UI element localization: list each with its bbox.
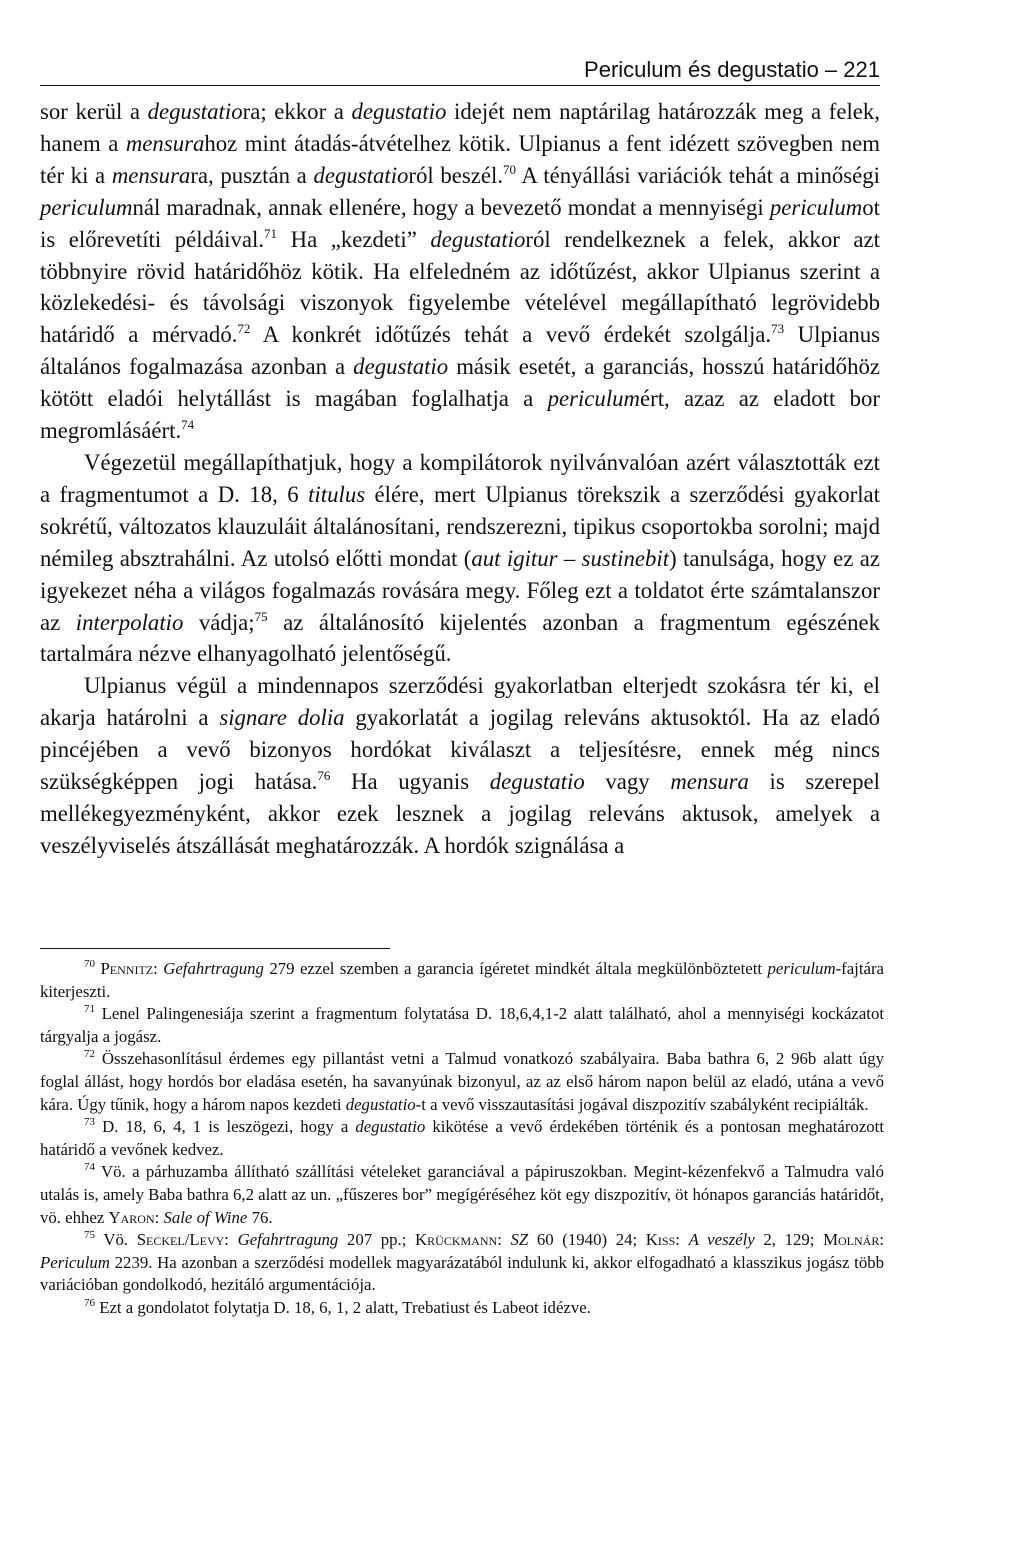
text-run: Ha „kezdeti” xyxy=(277,226,431,252)
text-run: D. 18, 6, 4, 1 is leszögezi, hogy a xyxy=(102,1117,356,1137)
italic-text: interpolatio xyxy=(75,609,184,635)
italic-text: mensura xyxy=(125,130,205,156)
footnote-number: 73 xyxy=(84,1116,95,1129)
running-header xyxy=(40,58,880,86)
italic-text: SZ xyxy=(510,1230,529,1250)
author-name: Kiss xyxy=(645,1230,676,1250)
running-title: Periculum és degustatio – 221 xyxy=(584,57,880,82)
text-run: Lenel Palingenesiája szerint a fragmentum folytatása D. 18,6,4,1-2 alatt található, ahol a mennyiségi kockázatot tárgyalja a jogász. xyxy=(40,1004,884,1046)
text-run: : xyxy=(153,959,164,978)
text-run: Összehasonlításul érdemes egy pillantást vetni a Talmud vonatkozó szabályaira. Baba bathra 6, 2 96b alatt úgy foglal állást, hogy hordós bor eladása esetén, ha savanyúnak bizonyul, az az első három napon belül az eladó, utána a vevő kára. Úgy tűnik, hogy a három napos kezdeti xyxy=(40,1049,884,1114)
text-run: 279 ezzel szemben a garancia ígéretet mindkét általa megkülönböztetett xyxy=(263,959,768,978)
text-run: ) tanulsága, hogy ez az igyekezet néha a világos fogalmazás rovására megy. Főleg ezt a toldatot érte számtalanszor az xyxy=(40,545,880,635)
footnote-number: 74 xyxy=(84,1161,95,1174)
footnote-number: 72 xyxy=(84,1048,95,1061)
footnote-ref: 71 xyxy=(264,225,278,241)
footnote-number: 75 xyxy=(84,1229,95,1242)
text-run: Vö. a párhuzamba állítható szállítási vételeket garanciával a pápiruszokban. Megint-kézenfekvő a Talmudra való utalás is, amely Baba bathra 6,2 alatt az un. „fűszeres bor” megígéréséhez köt egy diszpozitív, öt hónapos garanciás határidőt, vö. ehhez xyxy=(40,1162,884,1227)
text-run: : xyxy=(497,1230,511,1250)
footnote-number: 76 xyxy=(84,1296,95,1309)
italic-text: degustatio xyxy=(147,99,243,124)
italic-text: Gefahrtragung xyxy=(237,1230,339,1250)
text-run: : xyxy=(154,1207,164,1227)
text-run: ra, pusztán a xyxy=(190,162,314,188)
italic-text: A veszély xyxy=(688,1230,755,1250)
footnote xyxy=(40,1116,884,1161)
footnote-separator xyxy=(40,948,390,949)
text-run: -t a vevő visszautasítási jogával diszpozitív szabályként recipiálták. xyxy=(415,1094,869,1114)
italic-text: periculum xyxy=(767,959,836,978)
italic-text: degustatio xyxy=(353,354,449,380)
footnote xyxy=(40,1161,884,1229)
footnote-ref: 74 xyxy=(181,417,195,433)
text-run: -fajtára kiterjeszti. xyxy=(40,959,884,1001)
text-run: 76. xyxy=(247,1207,273,1227)
author-name: Pennitz xyxy=(100,959,154,978)
italic-text: Periculum xyxy=(40,1252,110,1272)
footnote-ref: 76 xyxy=(317,768,331,784)
text-run: vádja; xyxy=(183,609,255,635)
author-name: Seckel/Levy xyxy=(136,1230,225,1250)
author-name: Krückmann xyxy=(415,1230,498,1250)
text-run: ról beszél. xyxy=(408,162,504,188)
footnote-ref: 70 xyxy=(503,161,517,177)
author-name: Molnár xyxy=(823,1230,880,1250)
italic-text: Sale of Wine xyxy=(163,1207,248,1227)
text-run: Ha ugyanis xyxy=(330,769,490,795)
footnote xyxy=(40,1229,884,1297)
italic-text: periculum xyxy=(40,194,133,220)
text-run: 2, 129; xyxy=(754,1230,824,1250)
text-run: kikötése a vevő érdekében történik és a pontosan meghatározott határidő a vevőnek kedvez. xyxy=(40,1117,884,1159)
italic-text: degustatio xyxy=(345,1094,416,1114)
text-run: 60 (1940) 24; xyxy=(528,1230,646,1250)
text-run: ra; ekkor a xyxy=(242,99,352,124)
text-run: vagy xyxy=(584,769,671,795)
footnote xyxy=(40,1003,884,1048)
text-run: ért, azaz az eladott bor megromlásáért. xyxy=(40,386,880,444)
text-run: Ezt a gondolatot folytatja D. 18, 6, 1, 2 alatt, Trebatiust és Labeot idézve. xyxy=(99,1297,591,1317)
footnote xyxy=(40,1048,884,1116)
footnote xyxy=(40,1297,884,1320)
text-run: Ulpianus általános fogalmazása azonban a xyxy=(40,322,880,380)
text-run: hoz mint átadás-átvételhez kötik. Ulpianus a fent idézett szövegben nem tér ki a xyxy=(40,130,880,188)
text-run: gyakorlatát a jogilag releváns aktusoktól. Ha az eladó pincéjében a vevő bizonyos hordókat kiválaszt a teljesítésre, ennek még nincs szükségképpen jogi hatása. xyxy=(40,705,881,795)
text-run: ról rendelkeznek a felek, akkor azt többnyire rövid határidőhöz kötik. Ha elfeledném az időtűzést, akkor Ulpianus szerint a közlekedési- és távolsági viszonyok figyelembe vételével megállapítható legrövidebb határidő a mérvadó. xyxy=(40,226,880,348)
footnote-number: 71 xyxy=(84,1003,95,1016)
text-run: A konkrét időtűzés tehát a vevő érdekét szolgálja. xyxy=(250,322,772,348)
italic-text: degustatio xyxy=(313,162,409,188)
footnote-ref: 73 xyxy=(771,321,785,337)
text-run: : xyxy=(224,1230,238,1250)
author-name: Yaron xyxy=(108,1207,155,1227)
footnote-ref: 75 xyxy=(254,608,268,624)
main-text xyxy=(40,96,880,862)
text-run: 2239. Ha azonban a szerződési modellek magyarázatából indulunk ki, akkor elfogadható a klasszikus jogász több variációban gondolkodó, hezitáló argumentációja. xyxy=(40,1252,884,1295)
text-run: élére, mert Ulpianus törekszik a szerződési gyakorlat sokrétű, változatos klauzuláit általánosítani, rendszerezni, tipikus csoportokba sorolni; majd némileg absztrahálni. Az utolsó előtti mondat ( xyxy=(40,481,880,571)
text-run: másik esetét, a garanciás, hosszú határidőhöz kötött eladói helytállást is magában foglalhatja a xyxy=(40,354,880,412)
italic-text: mensura xyxy=(111,162,191,188)
italic-text: titulus xyxy=(308,481,366,507)
text-run: : xyxy=(879,1230,885,1250)
text-run: is szerepel mellékegyezményként, akkor ezek lesznek a jogilag releváns aktusok, amelyek a veszélyviselés átszállását meghatározzák. A hordók szignálása a xyxy=(40,769,881,858)
footnote-number: 70 xyxy=(84,958,95,970)
text-run: ot is előrevetíti példáival. xyxy=(40,194,880,252)
body-paragraph xyxy=(40,670,880,861)
footnote-ref: 72 xyxy=(237,321,251,337)
italic-text: aut igitur – sustinebit xyxy=(471,545,670,571)
italic-text: Gefahrtragung xyxy=(163,959,264,978)
italic-text: degustatio xyxy=(430,226,526,252)
italic-text: periculum xyxy=(547,386,641,412)
text-run: az általánosító kijelentés azonban a fragmentum egészének tartalmára nézve elhanyagolható jelentőségű. xyxy=(40,609,880,667)
text-run: 207 pp.; xyxy=(338,1230,416,1250)
text-run: : xyxy=(675,1230,689,1250)
text-run: Ulpianus végül a mindennapos szerződési gyakorlatban elterjedt szokásra tér ki, el akarja határolni a xyxy=(40,673,880,731)
footnotes xyxy=(40,958,884,1320)
text-run: A tényállási variációk tehát a minőségi xyxy=(516,162,880,188)
body-paragraph xyxy=(40,447,880,670)
text-run: idejét nem naptárilag határozzák meg a felek, hanem a xyxy=(40,99,880,156)
text-run: Vö. xyxy=(103,1230,137,1250)
italic-text: periculum xyxy=(769,194,863,220)
italic-text: degustatio xyxy=(355,1117,426,1137)
body-paragraph xyxy=(40,96,880,447)
text-run: sor kerül a xyxy=(40,99,148,124)
italic-text: degustatio xyxy=(489,769,585,795)
italic-text: mensura xyxy=(670,769,749,795)
footnote xyxy=(40,958,884,1003)
text-run: nál maradnak, annak ellenére, hogy a bevezető mondat a mennyiségi xyxy=(132,194,770,220)
italic-text: degustatio xyxy=(351,99,447,124)
text-run: Végezetül megállapíthatjuk, hogy a kompilátorok nyilvánvalóan azért választották ezt a fragmentumot a D. 18, 6 xyxy=(40,449,880,507)
italic-text: signare dolia xyxy=(219,705,345,731)
